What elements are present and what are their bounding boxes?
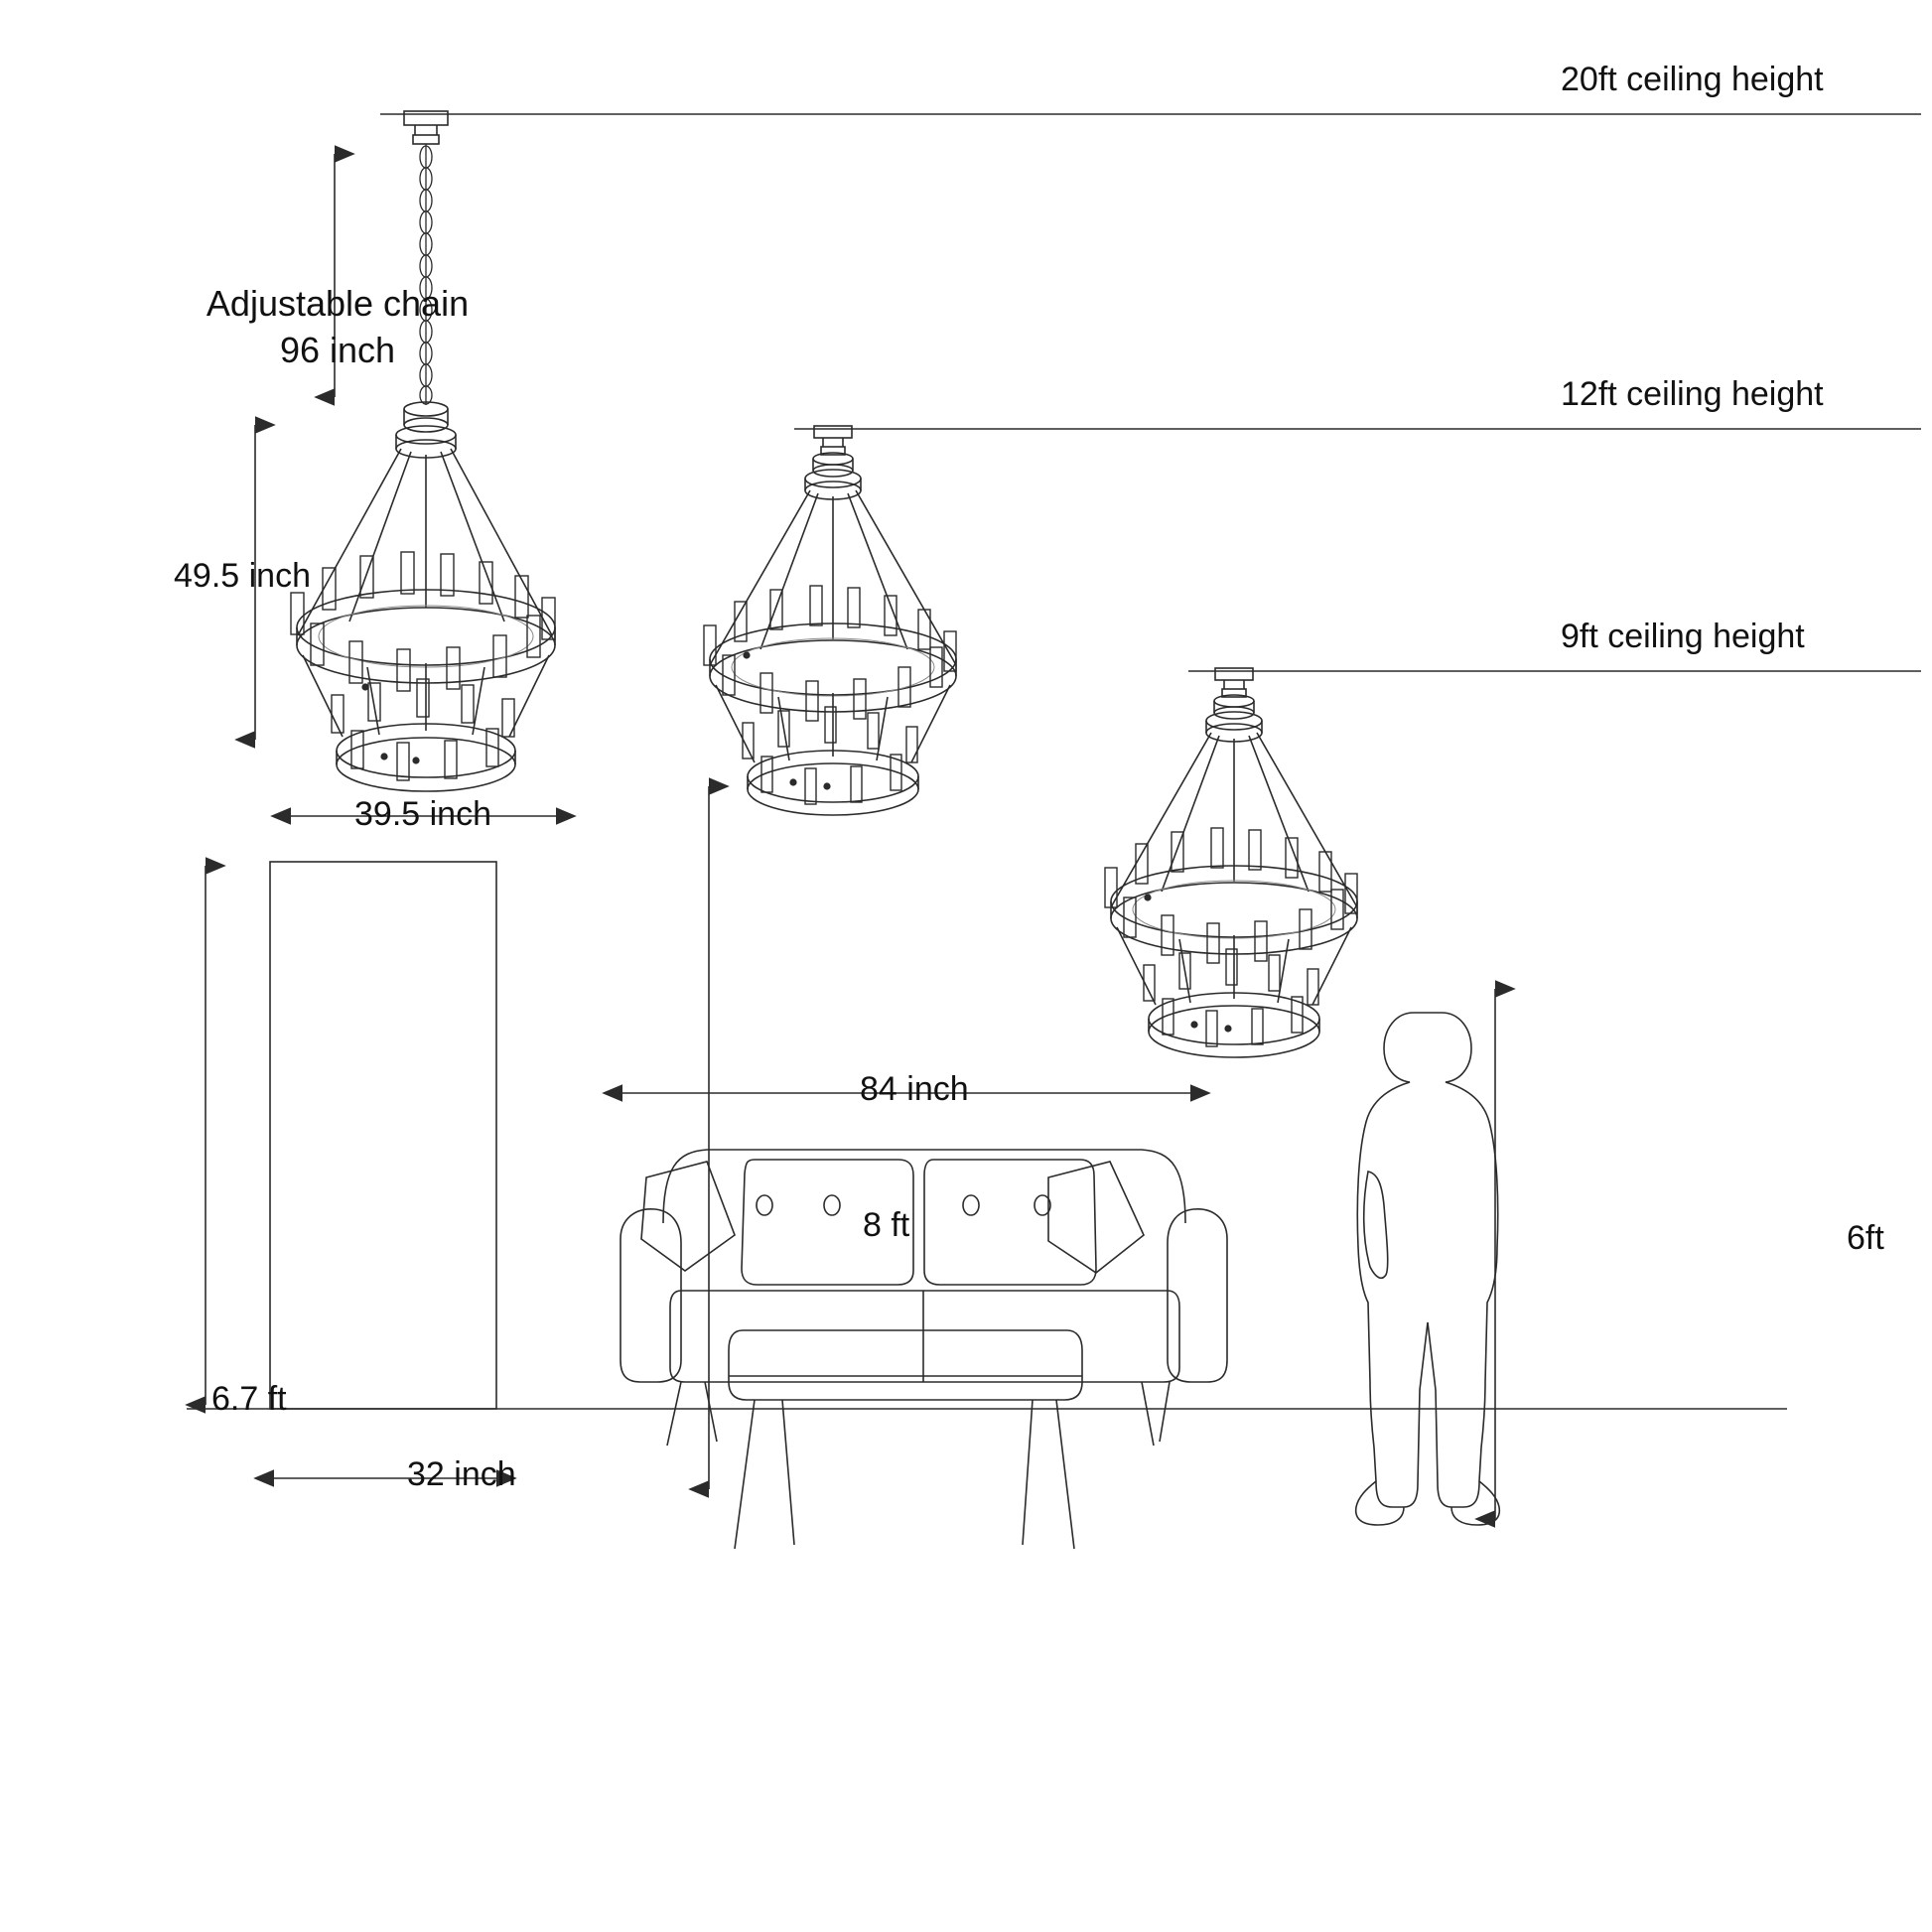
label-adjustable-chain-line2: 96 inch (279, 329, 396, 370)
label-person-height: 6ft (1847, 1219, 1884, 1257)
coffee-table (729, 1330, 1082, 1549)
chandelier-medium (704, 426, 956, 815)
label-fixture-width: 39.5 inch (354, 795, 491, 833)
label-ceiling-12ft: 12ft ceiling height (1561, 375, 1824, 413)
label-adjustable-chain (184, 281, 491, 374)
door-outline (270, 862, 496, 1409)
label-ceiling-9ft: 9ft ceiling height (1561, 618, 1805, 655)
label-sofa-width: 84 inch (860, 1070, 969, 1108)
label-adjustable-chain-line1: Adjustable chain (206, 283, 470, 324)
label-hang-height: 8 ft (863, 1206, 910, 1244)
label-door-width: 32 inch (407, 1455, 516, 1493)
chandelier-tall (291, 111, 555, 791)
label-door-height: 6.7 ft (211, 1380, 287, 1418)
label-ceiling-20ft: 20ft ceiling height (1561, 61, 1824, 98)
label-fixture-height: 49.5 inch (174, 557, 311, 595)
sofa (621, 1150, 1227, 1446)
chandelier-short (1105, 668, 1357, 1057)
person-silhouette (1356, 1013, 1500, 1525)
